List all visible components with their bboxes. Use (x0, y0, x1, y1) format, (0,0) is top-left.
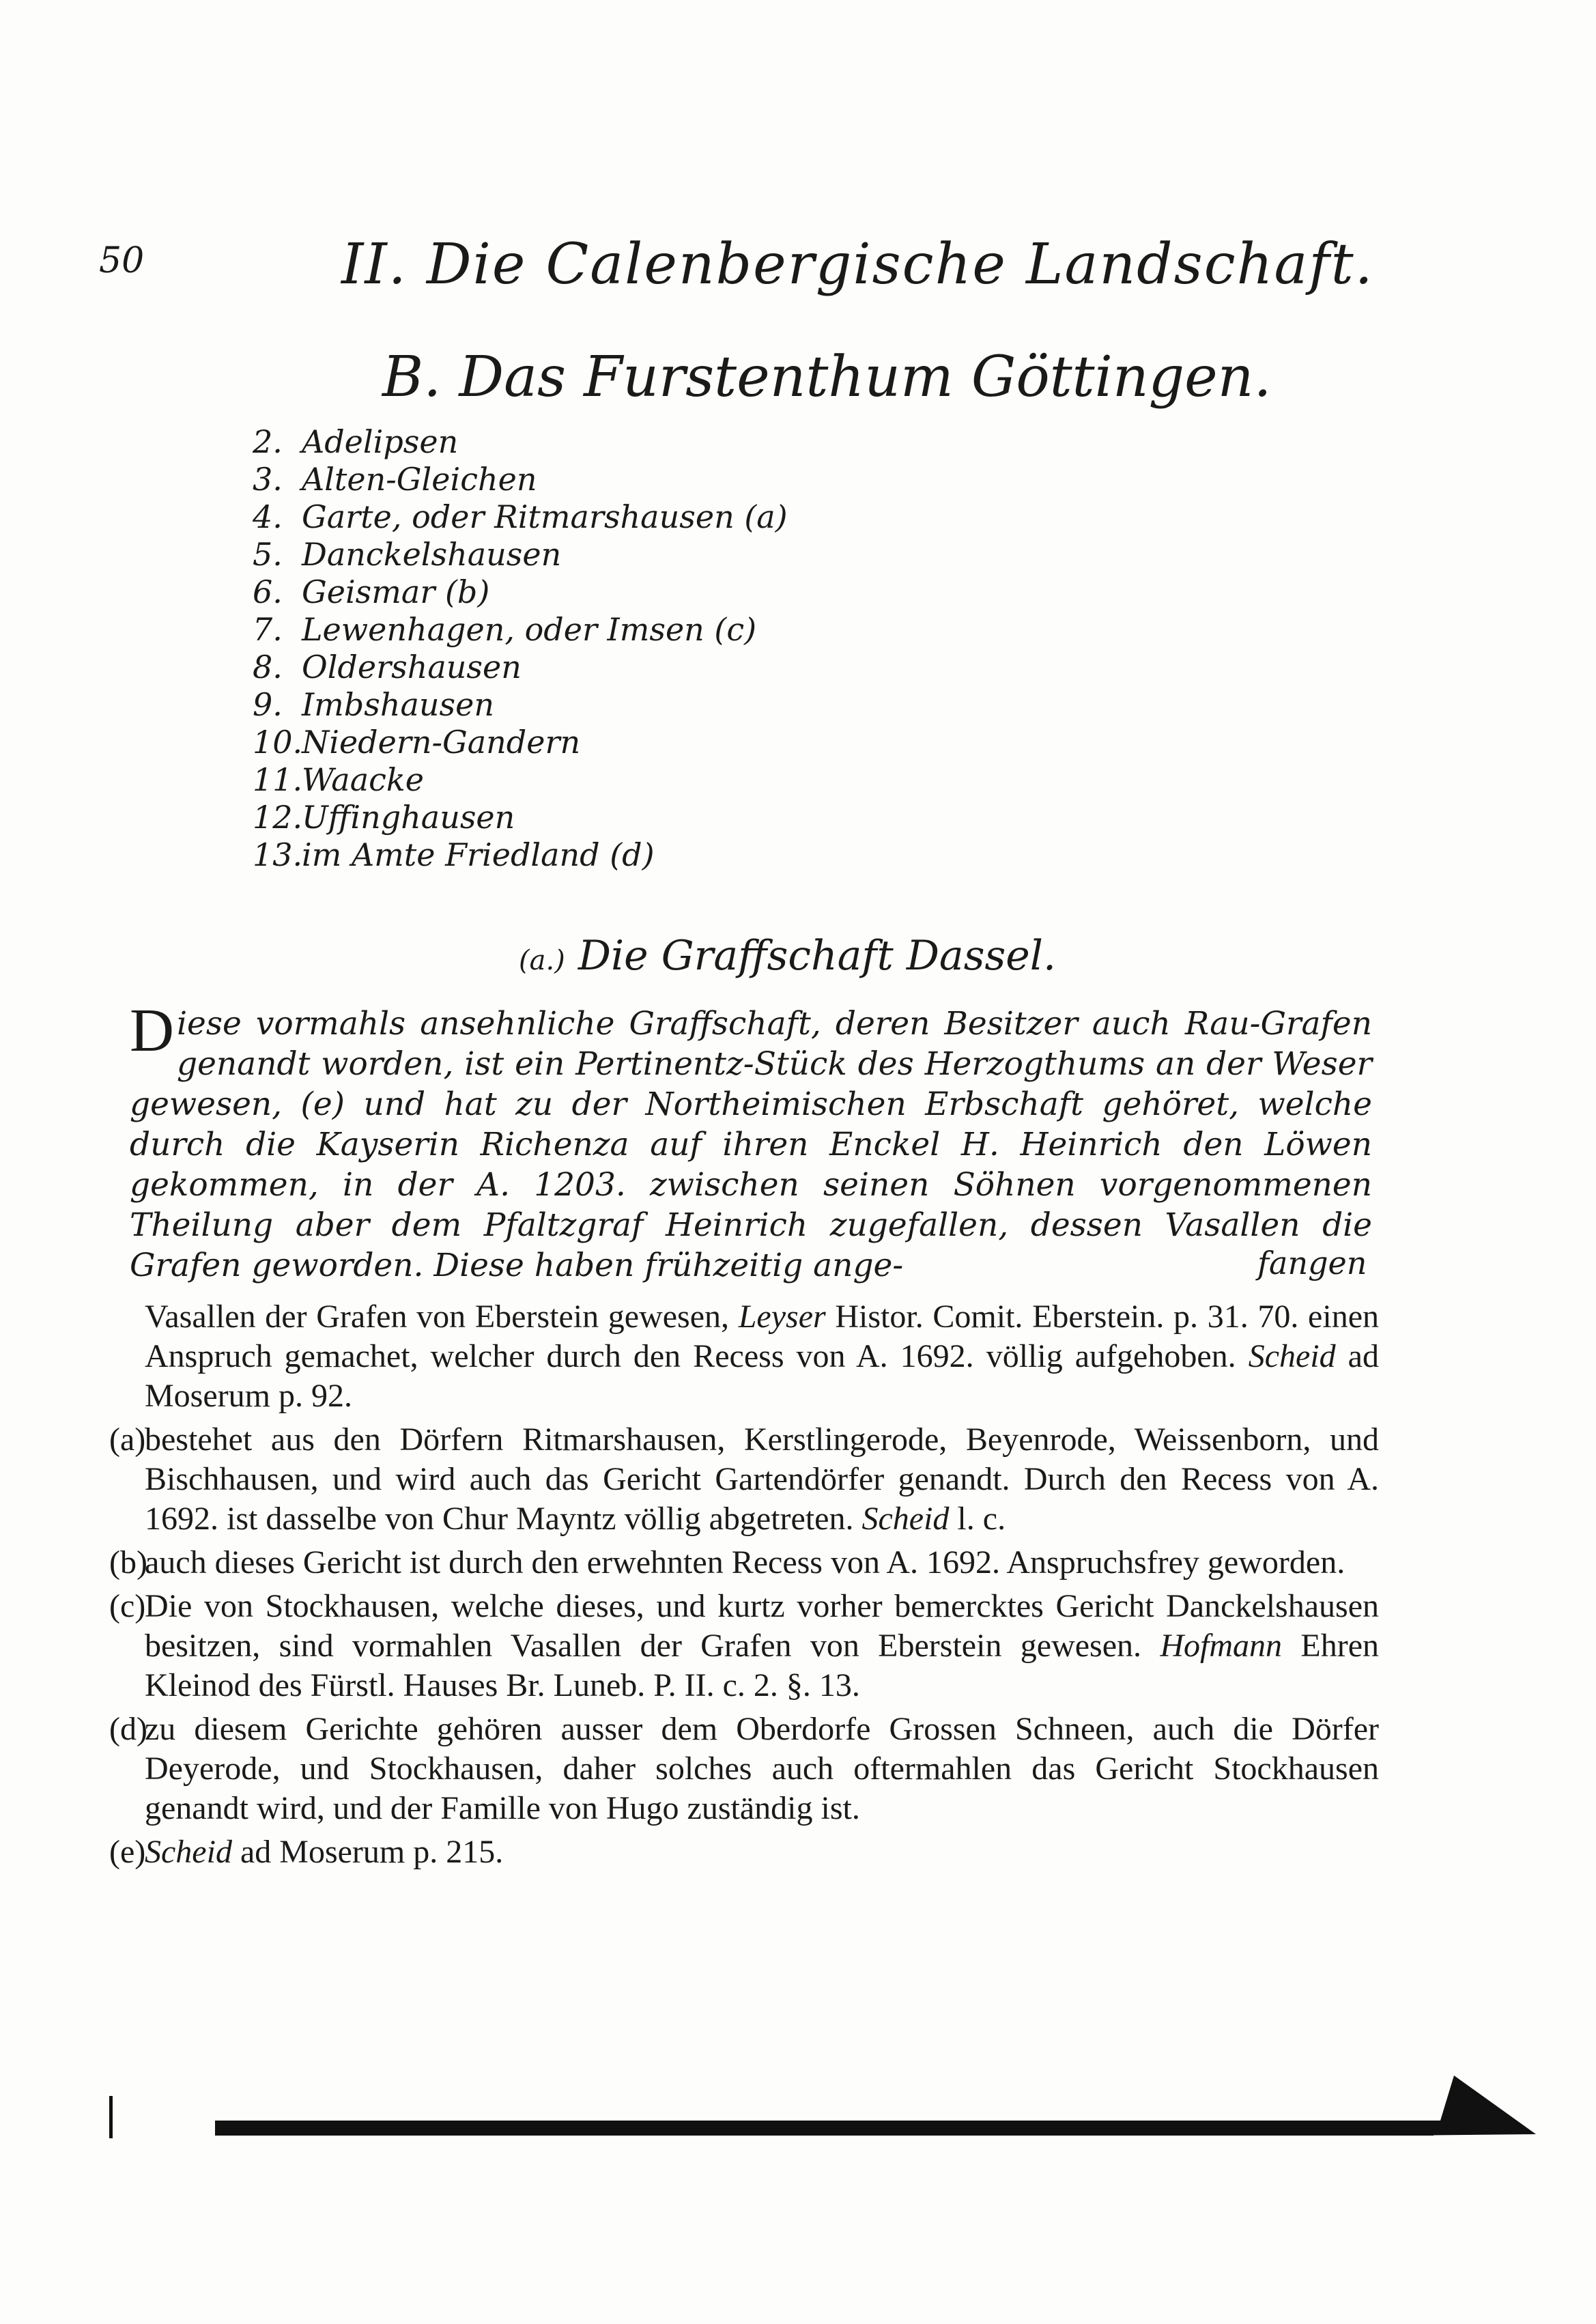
item-name: Niedern-Gandern (302, 724, 581, 761)
list-item (253, 649, 788, 686)
item-number: 11. (253, 761, 303, 798)
footnote-text: ad Moserum p. 92. (145, 1338, 1379, 1414)
footnote-text: zu diesem Gerichte gehören ausser dem Oberdorfe Grossen Schneen, auch die Dörfer Deyerode, und Stockhausen, daher solches auch oftermahlen das Gericht Stockhausen genandt wird, und der Famille von Hugo zuständig ist. (145, 1711, 1379, 1826)
item-name: im Amte Friedland (d) (302, 836, 655, 873)
list-item (253, 536, 788, 573)
body-paragraph (130, 997, 1372, 1286)
rule-arrow-icon (1399, 2075, 1536, 2144)
footnote-continuation (109, 1297, 1379, 1416)
list-item (253, 836, 788, 874)
item-name: Geismar (b) (302, 573, 490, 610)
item-number: 3. (253, 461, 283, 498)
footnote-text: Histor. Comit. Eberstein. p. 31. 70. einen Anspruch gemachet, welcher durch den Recess von A. 1692. völlig aufgehoben. (145, 1299, 1379, 1374)
footnote-mark: (d) (109, 1711, 147, 1747)
footnote-text: l. c. (949, 1501, 1006, 1537)
footnote-text: bestehet aus den Dörfern Ritmarshausen, Kerstlingerode, Beyenrode, Weissenborn, und Bischhausen, und wird auch das Gericht Gartendörfer genandt. Durch den Recess von A. 1692. ist dasselbe von Chur Mayntz völlig abgetreten. (145, 1421, 1379, 1537)
subsection-marker: (a.) (519, 945, 565, 976)
body-text: iese vormahls ansehnliche Graffschaft, deren Besitzer auch Rau-Grafen genandt worden, ist ein Pertinentz-Stück des Herzogthums an der Weser gewesen, (e) und hat zu der Northeimischen Erbschaft gehöret, welche durch die Kayserin Richenza auf ihren Enckel H. Heinrich den Löwen gekommen, in der A. 1203. zwischen seinen Söhnen vorgenommenen Theilung aber dem Pfaltzgraf Heinrich zugefallen, dessen Vasallen die Grafen geworden. Diese haben frühzeitig ange- (130, 1005, 1372, 1284)
catchword: fangen (1257, 1245, 1367, 1281)
item-number: 5. (253, 536, 283, 573)
item-name: Garte, oder Ritmarshausen (a) (302, 498, 788, 535)
list-item (253, 724, 788, 761)
item-number: 7. (253, 611, 283, 648)
item-number: 2. (253, 423, 283, 460)
footnote-mark: (a) (109, 1421, 146, 1458)
footnote-mark: (b) (109, 1544, 147, 1581)
item-name: Adelipsen (302, 423, 459, 460)
running-title: II. Die Calenbergische Landschaft. (341, 232, 1374, 297)
item-name: Danckelshausen (302, 536, 562, 573)
footnote-b (109, 1543, 1379, 1583)
footnote-text: ad Moserum p. 215. (231, 1834, 504, 1870)
footnote-citation: Scheid (861, 1501, 950, 1537)
footnote-text: Ehren Kleinod des Fürstl. Hauses Br. Luneb. P. II. c. 2. §. 13. (145, 1628, 1380, 1703)
item-name: Imbshausen (302, 686, 494, 723)
subsection-title: Die Graffschaft Dassel. (578, 932, 1057, 980)
place-list (253, 423, 788, 874)
footnote-citation: Scheid (145, 1834, 232, 1870)
item-number: 13. (253, 836, 303, 873)
item-number: 4. (253, 498, 283, 535)
main-text (130, 997, 1372, 1286)
footnote-mark: (c) (109, 1588, 146, 1624)
footnote-text: Vasallen der Grafen von Eberstein gewesen, (145, 1299, 739, 1335)
footnote-citation: Leyser (738, 1299, 826, 1335)
item-name: Oldershausen (302, 649, 522, 685)
footnote-text: auch dieses Gericht ist durch den erwehnten Recess von A. 1692. Anspruchsfrey geworden. (145, 1544, 1345, 1581)
subsection-heading (519, 932, 1056, 980)
item-name: Uffinghausen (302, 799, 515, 836)
list-item (253, 611, 788, 649)
footnotes (109, 1297, 1379, 1876)
list-item (253, 761, 788, 799)
margin-mark (109, 2096, 113, 2138)
bottom-rule (215, 2121, 1434, 2136)
item-number: 10. (253, 724, 303, 761)
item-number: 6. (253, 573, 283, 610)
page-number: 50 (99, 240, 145, 281)
list-item (253, 799, 788, 836)
section-title: B. Das Furstenthum Göttingen. (382, 345, 1272, 410)
list-item (253, 498, 788, 536)
footnote-e (109, 1832, 1379, 1872)
footnote-c (109, 1587, 1379, 1705)
footnote-a (109, 1420, 1379, 1539)
list-item (253, 686, 788, 724)
footnote-citation: Scheid (1248, 1338, 1336, 1374)
item-name: Waacke (302, 761, 424, 798)
item-name: Lewenhagen, oder Imsen (c) (302, 611, 757, 648)
list-item (253, 573, 788, 611)
list-item (253, 423, 788, 461)
list-item (253, 461, 788, 498)
item-number: 9. (253, 686, 283, 723)
item-number: 8. (253, 649, 283, 685)
footnote-mark: (e) (109, 1834, 146, 1870)
footnote-citation: Hofmann (1160, 1628, 1283, 1664)
item-number: 12. (253, 799, 303, 836)
item-name: Alten-Gleichen (302, 461, 537, 498)
footnote-text: Die von Stockhausen, welche dieses, und kurtz vorher bemercktes Gericht Danckelshausen besitzen, sind vormahlen Vasallen der Grafen von Eberstein gewesen. (145, 1588, 1379, 1664)
drop-cap: D (130, 997, 174, 1064)
footnote-d (109, 1710, 1379, 1828)
